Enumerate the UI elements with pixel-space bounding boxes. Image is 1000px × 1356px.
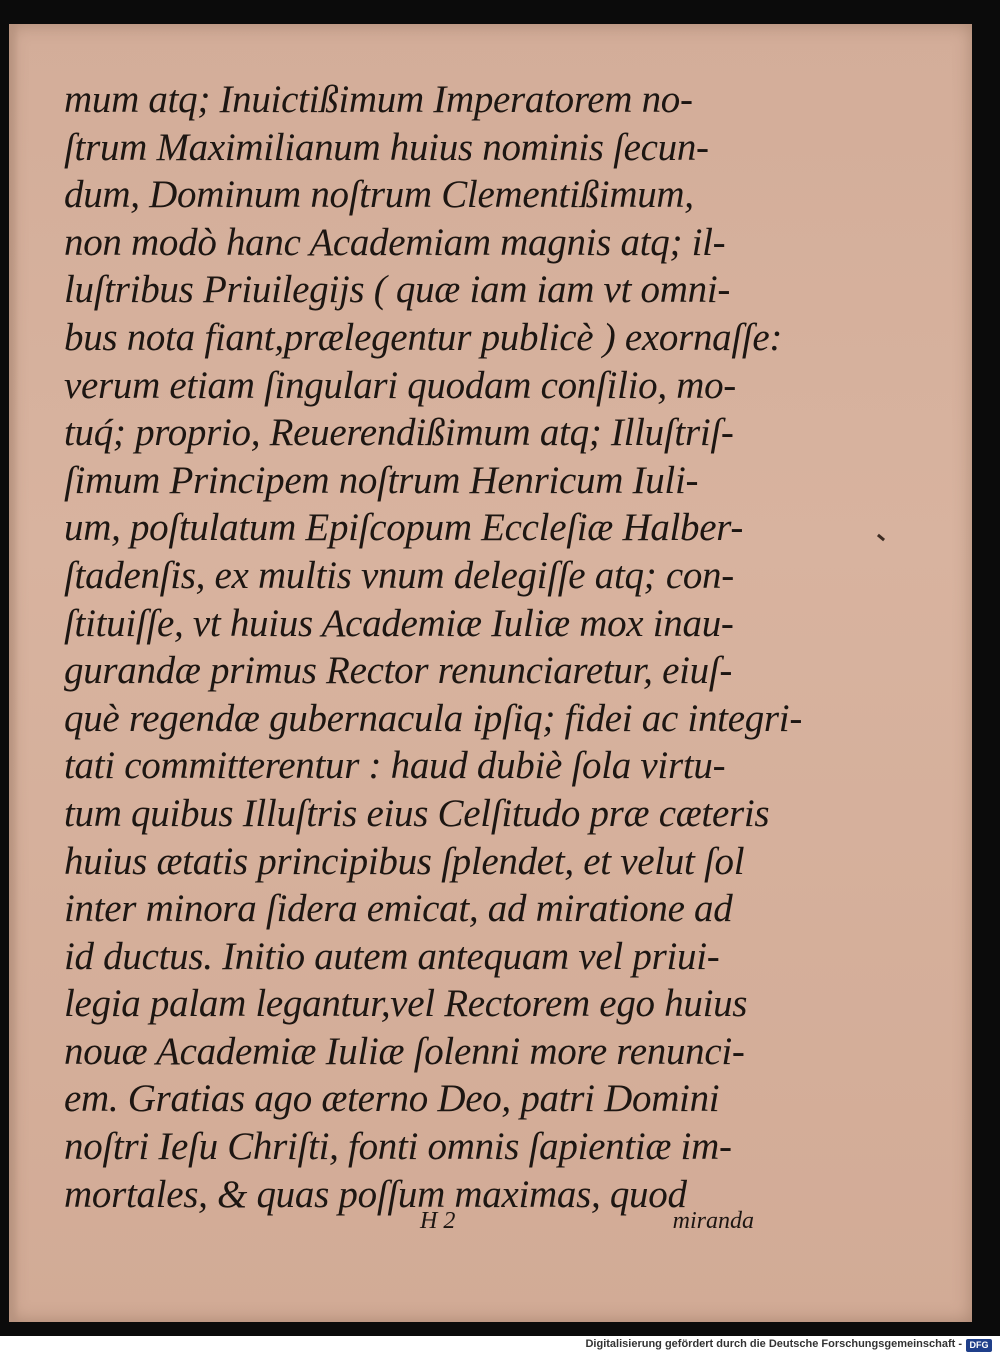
page-edge-shadow (9, 24, 19, 1322)
text-line: gurandæ primus Rector renunciaretur, eiuſ- (64, 649, 733, 693)
signature-mark: H 2 (420, 1208, 456, 1234)
text-line: mum atq; Inuictißimum Imperatorem no- (64, 78, 693, 121)
text-line: dum, Dominum noſtrum Clementißimum, (64, 173, 694, 217)
text-line: nouæ Academiæ Iuliæ ſolenni more renunci- (64, 1029, 745, 1073)
text-line: ſimum Principem noſtrum Henricum Iuli- (64, 458, 699, 502)
text-line: ſtadenſis, ex multis vnum delegiſſe atq; con- (64, 553, 734, 597)
text-line: em. Gratias ago æterno Deo, patri Domini (64, 1077, 720, 1121)
page-footer (64, 1208, 754, 1242)
text-line: tati committerentur : haud dubiè ſola virtu- (64, 744, 726, 788)
text-line: luſtribus Priuilegijs ( quæ iam iam vt omni- (64, 268, 731, 312)
text-line: ſtrum Maximilianum huius nominis ſecun- (64, 125, 709, 169)
text-line: ſtituiſſe, vt huius Academiæ Iuliæ mox inau- (64, 601, 734, 645)
catchword: miranda (672, 1208, 754, 1234)
dfg-logo-icon[interactable]: DFG (966, 1339, 992, 1352)
text-line: què regendæ gubernacula ipſiq; fidei ac integri- (64, 696, 803, 740)
text-line: tum quibus Illuſtris eius Celſitudo præ cæteris (64, 791, 770, 835)
text-line: um, poſtulatum Epiſcopum Eccleſiæ Halber- (64, 506, 744, 550)
credit-text: Digitalisierung gefördert durch die Deutsche Forschungsgemeinschaft - (585, 1338, 962, 1350)
text-line: id ductus. Initio autem antequam vel priui- (64, 934, 720, 978)
text-line: legia palam legantur,vel Rectorem ego huius (64, 982, 748, 1026)
text-line: verum etiam ſingulari quodam conſilio, mo- (64, 363, 736, 407)
text-line: mortales, & quas poſſum maximas, quod (64, 1172, 687, 1216)
body-text (64, 76, 803, 1218)
book-page (9, 24, 972, 1322)
text-line: bus nota fiant,prælegentur publicè ) exornaſſe: (64, 315, 783, 359)
text-line: tuq́; proprio, Reuerendißimum atq; Illuſtriſ- (64, 411, 734, 455)
text-line: huius ætatis principibus ſplendet, et velut ſol (64, 839, 745, 883)
text-line: noſtri Ieſu Chriſti, fonti omnis ſapientiæ im- (64, 1125, 732, 1169)
credit-bar (0, 1336, 1000, 1356)
text-line: non modò hanc Academiam magnis atq; il- (64, 220, 726, 264)
ink-speck (877, 534, 885, 541)
text-line: inter minora ſidera emicat, ad miratione ad (64, 887, 733, 931)
